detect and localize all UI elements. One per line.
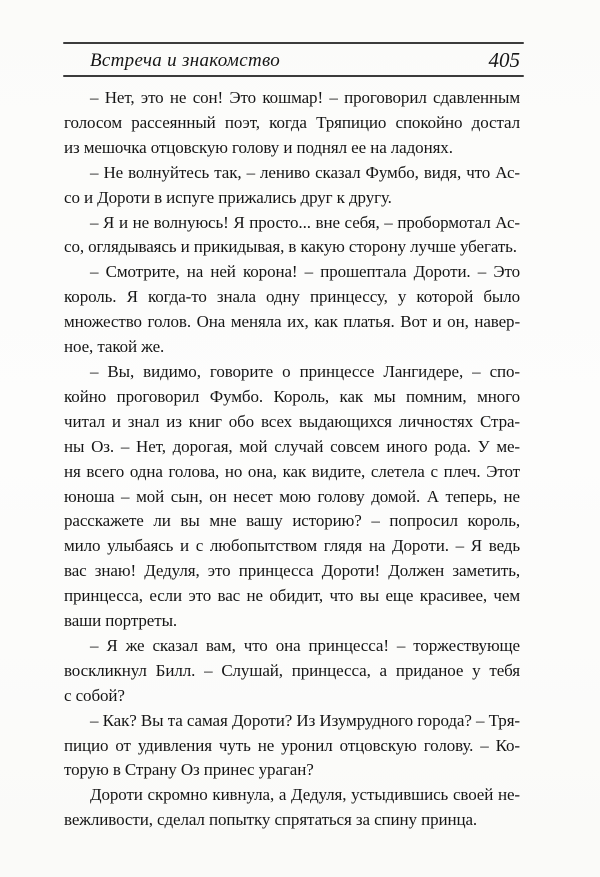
text-line: расскажете ли вы мне вашу историю? – попросил король,	[64, 511, 520, 531]
text-line: множество голов. Она меняла их, как платья. Вот и он, навер-	[64, 312, 520, 332]
header-bottom-rule	[63, 75, 524, 77]
text-line: со, оглядываясь и прикидывая, в какую сторону лучше убегать.	[64, 237, 517, 257]
text-line: воскликнул Билл. – Слушай, принцесса, а приданое у тебя	[64, 660, 520, 680]
text-line: ваши портреты.	[64, 611, 178, 631]
text-line: – Я же сказал вам, что она принцесса! – торжествующе	[90, 635, 520, 655]
text-line: вежливости, сделал попытку спрятаться за спину принца.	[64, 810, 478, 830]
text-line: – Не волнуйтесь так, – лениво сказал Фумбо, видя, что Ас-	[90, 162, 520, 182]
text-line: торую в Страну Оз принес ураган?	[64, 760, 314, 780]
text-line: вас знаю! Дедуля, это принцесса Дороти! Должен заметить,	[64, 561, 520, 581]
text-line: король. Я когда-то знала одну принцессу, у которой было	[64, 287, 520, 307]
text-line: – Смотрите, на ней корона! – прошептала Дороти. – Это	[90, 262, 520, 282]
page-number: 405	[488, 48, 520, 72]
text-line: из мешочка отцовскую голову и поднял ее на ладонях.	[64, 137, 453, 157]
text-line: читал и знал из книг обо всех выдающихся личностях Стра-	[64, 411, 520, 431]
text-line: принцесса, если это вас не обидит, что вы еще красивее, чем	[64, 586, 520, 606]
text-line: – Я и не волнуюсь! Я просто... вне себя, – пробормотал Ас-	[90, 212, 520, 232]
text-line: – Вы, видимо, говорите о принцессе Лангидере, – спо-	[90, 361, 520, 381]
text-line: пицио от удивления чуть не уронил отцовскую голову. – Ко-	[64, 735, 520, 755]
text-line: ное, такой же.	[64, 337, 165, 357]
text-line: – Как? Вы та самая Дороти? Из Изумрудного города? – Тря-	[90, 710, 520, 730]
page-body	[64, 86, 520, 833]
text-line: голосом рассеянный поэт, когда Тряпицио спокойно достал	[64, 112, 520, 132]
text-line: с собой?	[64, 685, 125, 705]
text-line: ны Оз. – Нет, дорогая, мой случай совсем иного рода. У ме-	[64, 436, 520, 456]
text-line: Дороти скромно кивнула, а Дедуля, устыдившись своей не-	[90, 785, 520, 805]
text-line: – Нет, это не сон! Это кошмар! – проговорил сдавленным	[90, 88, 520, 107]
text-line: мило улыбаясь и с любопытством глядя на Дороти. – Я ведь	[64, 536, 520, 556]
header-row	[63, 44, 524, 75]
text-line: со и Дороти в испуге прижались друг к другу.	[64, 187, 392, 207]
running-title: Встреча и знакомство	[90, 49, 281, 71]
text-line: койно проговорил Фумбо. Король, как мы помним, много	[64, 386, 520, 406]
text-line: ня всего одна голова, но она, как видите, слетела с плеч. Этот	[64, 461, 520, 481]
page-header	[63, 42, 524, 77]
text-line: юноша – мой сын, он несет мою голову домой. А теперь, не	[64, 486, 520, 506]
